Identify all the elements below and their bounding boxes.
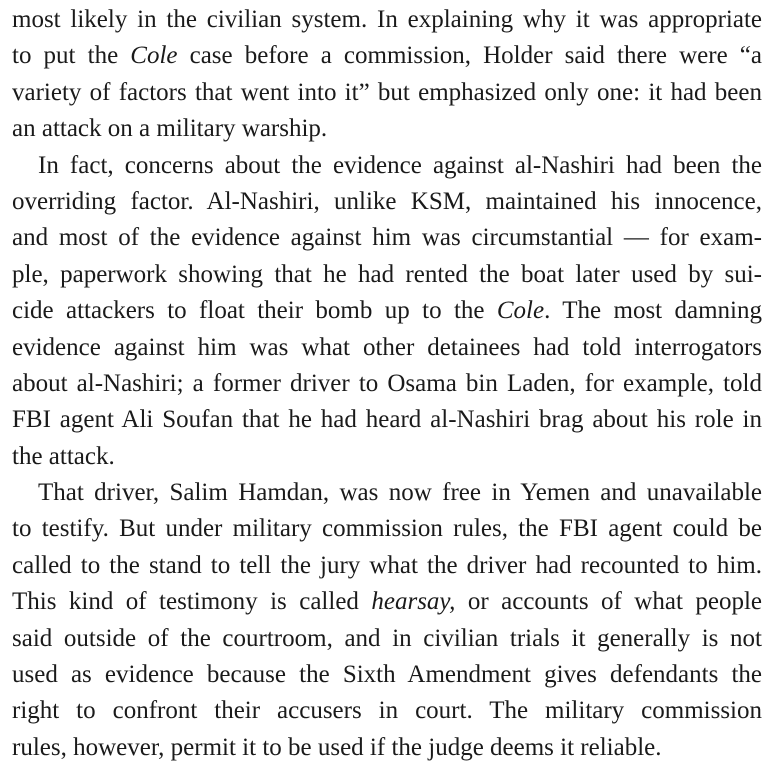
text-line <box>12 511 762 547</box>
text-line <box>12 584 762 620</box>
text-line <box>12 184 762 220</box>
text-line <box>12 293 762 329</box>
text-line <box>12 621 762 657</box>
text-run: evidence against him was what other detainees had told interrogators <box>12 333 762 361</box>
text-run: right to confront their accusers in court. The military commission <box>12 697 762 725</box>
text-line <box>12 257 762 293</box>
italic-text: Cole <box>130 42 178 70</box>
text-run: That driver, Salim Hamdan, was now free in Yemen and unavailable <box>38 479 762 507</box>
text-run: cide attackers to float their bomb up to the <box>12 297 497 325</box>
italic-text: Cole <box>496 297 545 325</box>
text-run: about al-Nashiri; a former driver to Osama bin Laden, for example, told <box>12 369 762 397</box>
body-text <box>12 2 762 766</box>
text-run: to testify. But under military commission rules, the FBI agent could be <box>12 515 762 543</box>
text-run: an attack on a military warship. <box>12 115 328 143</box>
text-run: most likely in the civilian system. In explaining why it was appropriate <box>12 6 762 33</box>
text-run: case before a commission, Holder said there were “a <box>177 42 762 70</box>
paragraph <box>12 475 762 766</box>
text-line <box>12 38 762 74</box>
text-line <box>12 2 762 38</box>
text-run: FBI agent Ali Soufan that he had heard al-Nashiri brag about his role in <box>12 406 762 434</box>
text-line <box>12 548 762 584</box>
text-line <box>12 330 762 366</box>
text-line <box>12 148 762 184</box>
text-run: used as evidence because the Sixth Amendment gives defendants the <box>12 661 762 689</box>
text-line <box>12 439 762 475</box>
paragraph <box>12 2 762 148</box>
text-line <box>12 657 762 693</box>
text-line <box>12 111 762 147</box>
text-run: ple, paperwork showing that he had rented the boat later used by sui- <box>12 260 762 288</box>
text-line <box>12 75 762 111</box>
text-run: and most of the evidence against him was circumstantial — for exam- <box>12 224 762 252</box>
text-run: rules, however, permit it to be used if the judge deems it reliable. <box>12 733 662 761</box>
text-run: overriding factor. Al-Nashiri, unlike KSM, maintained his innocence, <box>12 187 762 215</box>
italic-text: hearsay, <box>371 588 456 616</box>
text-line <box>12 730 762 766</box>
text-line <box>12 366 762 402</box>
text-run: In fact, concerns about the evidence against al-Nashiri had been the <box>38 151 762 179</box>
text-run: variety of factors that went into it” but emphasized only one: it had been <box>12 78 762 106</box>
paragraph <box>12 148 762 476</box>
text-run: This kind of testimony is called <box>12 588 372 616</box>
text-line <box>12 693 762 729</box>
text-run: the attack. <box>12 442 115 470</box>
text-run: said outside of the courtroom, and in civilian trials it generally is not <box>12 624 762 652</box>
text-line <box>12 220 762 256</box>
text-line <box>12 475 762 511</box>
text-run: or accounts of what people <box>455 588 762 616</box>
text-run: to put the <box>12 42 131 70</box>
text-run: . The most damning <box>544 297 762 325</box>
text-run: called to the stand to tell the jury what the driver had recounted to him. <box>12 551 762 579</box>
text-line <box>12 402 762 438</box>
